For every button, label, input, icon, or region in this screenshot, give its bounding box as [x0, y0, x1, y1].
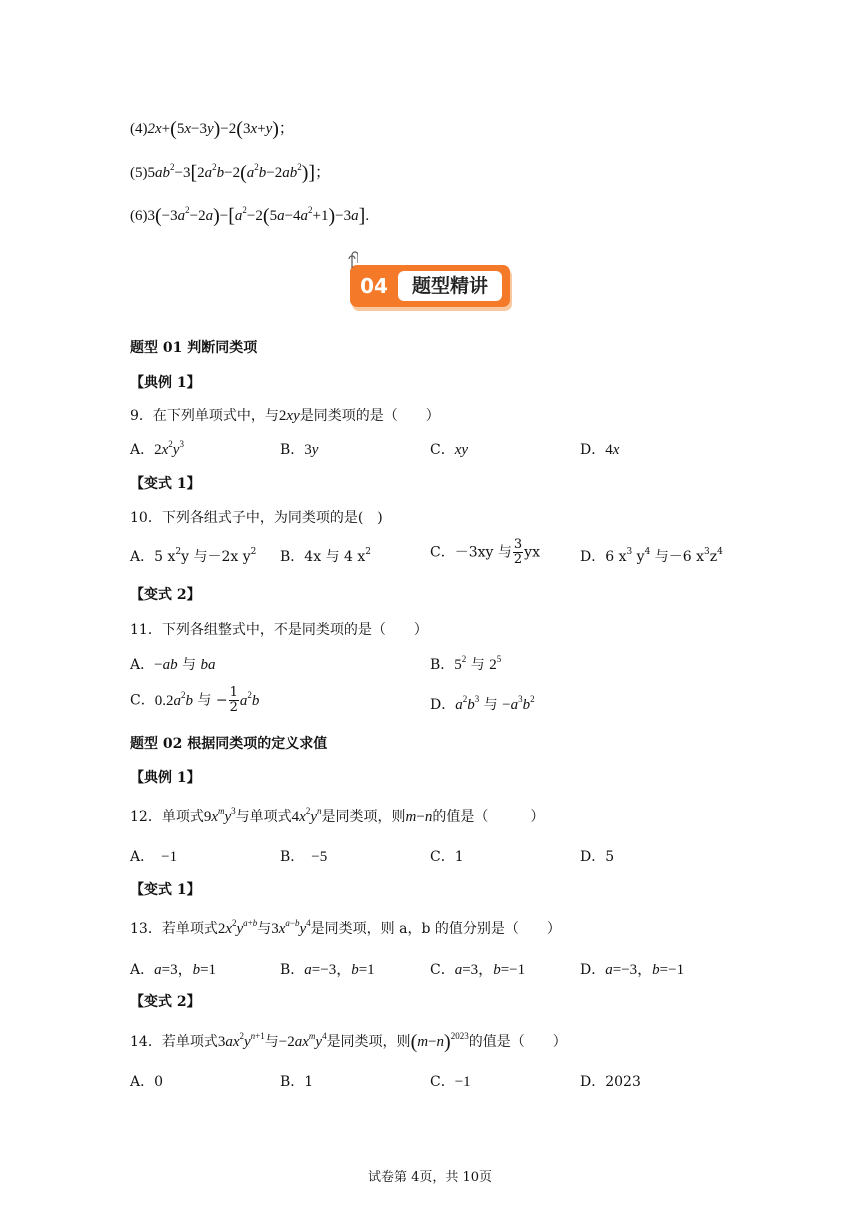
q10-option-a[interactable]: A．5 $x^2y$ 与－2x $y^2$: [130, 547, 257, 565]
q9-option-c[interactable]: C．xy: [430, 442, 469, 458]
banner-number: 04: [360, 274, 388, 298]
q10-option-c[interactable]: C．－3xy 与 $\frac{3}{2}$ yx: [430, 537, 540, 567]
q14-stem: 14．若单项式$3ax^2y^{n+1}$与$-2ax^my^4$是同类项，则$(m-n)^{2023}$的值是（ ）: [130, 1031, 567, 1053]
q9-option-d[interactable]: D．4x: [580, 442, 620, 458]
q10-option-d[interactable]: D．6 $x^3$ $y^4$ 与－6 $x^3z^4$: [580, 547, 723, 565]
q12-stem: 12．单项式$9x^my^3$与单项式$4x^2y^n$是同类项，则m−n的值是（ ）: [130, 806, 545, 825]
label-bianshi2b: 【变式 2】: [130, 994, 201, 1010]
q12-option-c[interactable]: C．1: [430, 849, 464, 865]
problem-6: $(6)3(-3a^2-2a)-[a^2-2(5a-4a^2+1)-3a]$.: [130, 205, 370, 227]
q12-option-a[interactable]: A． −1: [130, 849, 178, 865]
problem-number: (6): [130, 208, 148, 224]
q13-option-b[interactable]: B．a=−3，b=1: [280, 962, 375, 978]
q14-option-b[interactable]: B．1: [280, 1074, 314, 1090]
q12-option-b[interactable]: B． −5: [280, 849, 328, 865]
problem-4: (4)2x+(5x−3y)−2(3x+y)；: [130, 118, 294, 140]
problem-5: $(5)5ab^2-3[2a^2b-2(a^2b-2ab^2)]$；: [130, 162, 331, 184]
q11-stem: 11．下列各组整式中，不是同类项的是（ ）: [130, 622, 428, 638]
problem-number: (4): [130, 121, 148, 137]
label-bianshi1b: 【变式 1】: [130, 882, 201, 898]
q11-option-d[interactable]: D．$a^2b^3$ 与 $-a^3b^2$: [430, 694, 535, 713]
q11-option-b[interactable]: B．$5^2$ 与 $2^5$: [430, 654, 502, 673]
q13-option-a[interactable]: A．a=3，b=1: [130, 962, 217, 978]
q12-option-d[interactable]: D．5: [580, 849, 615, 865]
label-dianli1b: 【典例 1】: [130, 770, 201, 786]
banner-title: 题型精讲: [398, 271, 502, 301]
q13-stem: 13．若单项式$2x^2y^{a+b}$与$3x^{a-b}y^4$是同类项，则 a，b 的值分别是（ ）: [130, 918, 561, 937]
label-bianshi2: 【变式 2】: [130, 587, 201, 603]
q13-option-d[interactable]: D．a=−3，b=−1: [580, 962, 685, 978]
section-banner: [350, 265, 514, 313]
q9-stem: 9．在下列单项式中，与2xy是同类项的是（ ）: [130, 408, 440, 424]
q9-option-a[interactable]: A．$2x^2y^3$: [130, 439, 184, 458]
type01-heading: 题型 01 判断同类项: [130, 340, 258, 356]
q11-option-c[interactable]: C．$0.2a^2b$ 与 − $\frac{1}{2}$ $a^2b$: [130, 685, 260, 715]
q14-option-d[interactable]: D．2023: [580, 1074, 641, 1090]
label-bianshi1: 【变式 1】: [130, 476, 201, 492]
problem-number: (5): [130, 165, 148, 181]
q10-stem: 10．下列各组式子中，为同类项的是( ): [130, 510, 383, 526]
page-footer: 试卷第 4页，共 10页: [367, 1170, 493, 1185]
q10-option-b[interactable]: B．4x 与 4 $x^2$: [280, 547, 371, 565]
q13-option-c[interactable]: C．a=3，b=−1: [430, 962, 526, 978]
q14-option-a[interactable]: A．0: [130, 1074, 164, 1090]
q11-option-a[interactable]: A．−ab 与 ba: [130, 657, 216, 673]
type02-heading: 题型 02 根据同类项的定义求值: [130, 736, 328, 752]
label-dianli1: 【典例 1】: [130, 375, 201, 391]
q9-option-b[interactable]: B．3y: [280, 442, 319, 458]
q14-option-c[interactable]: C．−1: [430, 1074, 471, 1090]
